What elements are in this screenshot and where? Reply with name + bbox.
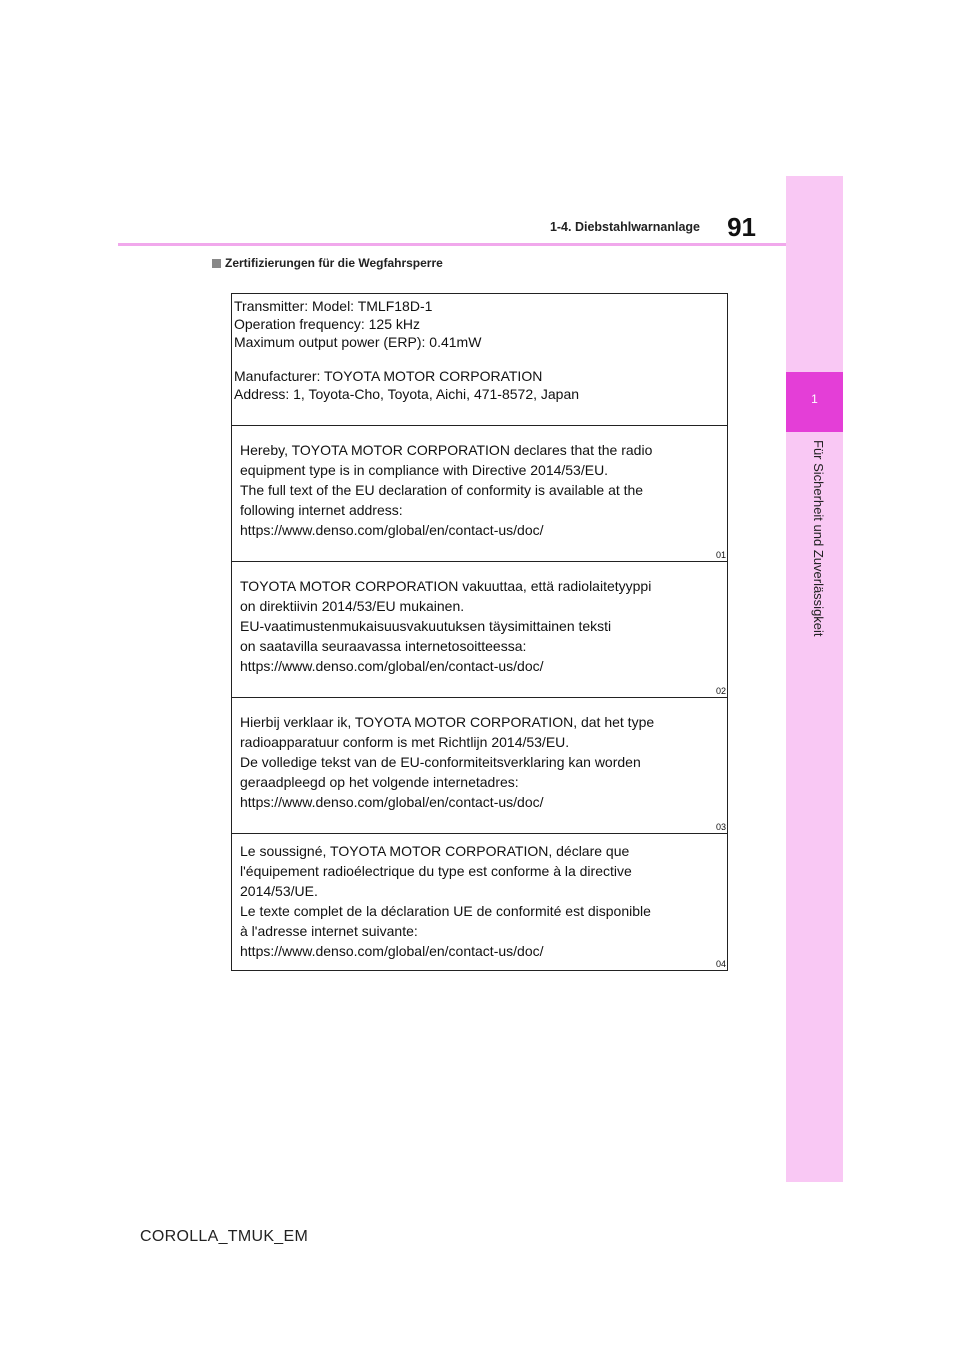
chapter-label: Für Sicherheit und Zuverlässigkeit bbox=[811, 440, 826, 637]
manufacturer-line: Manufacturer: TOYOTA MOTOR CORPORATION bbox=[234, 368, 543, 384]
declaration-line: TOYOTA MOTOR CORPORATION vakuuttaa, että radiolaitetyyppi bbox=[240, 578, 652, 594]
declaration-url: https://www.denso.com/global/en/contact-us/doc/ bbox=[240, 522, 544, 538]
declaration-line: Hierbij verklaar ik, TOYOTA MOTOR CORPORATION, dat het type bbox=[240, 714, 655, 730]
declaration-en bbox=[232, 426, 727, 562]
declaration-line: l'équipement radioélectrique du type est conforme à la directive bbox=[240, 863, 632, 879]
declaration-line: equipment type is in compliance with Directive 2014/53/EU. bbox=[240, 462, 609, 478]
declaration-line: Hereby, TOYOTA MOTOR CORPORATION declares that the radio bbox=[240, 442, 653, 458]
declaration-url: https://www.denso.com/global/en/contact-us/doc/ bbox=[240, 943, 544, 959]
declaration-line: EU-vaatimustenmukaisuusvakuutuksen täysimittainen teksti bbox=[240, 618, 612, 634]
declaration-line: Le soussigné, TOYOTA MOTOR CORPORATION, déclare que bbox=[240, 843, 630, 859]
header-rule bbox=[118, 243, 786, 246]
declaration-line: à l'adresse internet suivante: bbox=[240, 923, 418, 939]
declaration-line: Le texte complet de la déclaration UE de conformité est disponible bbox=[240, 903, 651, 919]
declaration-line: 2014/53/UE. bbox=[240, 883, 318, 899]
declaration-line: on direktiivin 2014/53/EU mukainen. bbox=[240, 598, 465, 614]
page-number: 91 bbox=[727, 212, 756, 242]
declaration-line: The full text of the EU declaration of conformity is available at the bbox=[240, 482, 644, 498]
declaration-line: De volledige tekst van de EU-conformiteitsverklaring kan worden bbox=[240, 754, 641, 770]
chapter-number: 1 bbox=[811, 392, 818, 406]
declaration-code: 03 bbox=[715, 822, 726, 832]
subheading-text: Zertifizierungen für die Wegfahrsperre bbox=[225, 256, 443, 270]
declaration-line: on saatavilla seuraavassa internetosoitteessa: bbox=[240, 638, 527, 654]
declaration-line: following internet address: bbox=[240, 502, 403, 518]
transmitter-line: Operation frequency: 125 kHz bbox=[234, 316, 420, 332]
square-bullet-icon bbox=[212, 259, 221, 268]
declaration-line: radioapparatuur conform is met Richtlijn 2014/53/EU. bbox=[240, 734, 570, 750]
manufacturer-line: Address: 1, Toyota-Cho, Toyota, Aichi, 471-8572, Japan bbox=[234, 386, 580, 402]
section-title: 1-4. Diebstahlwarnanlage bbox=[549, 220, 700, 234]
declaration-code: 02 bbox=[715, 686, 726, 696]
declaration-nl bbox=[232, 698, 727, 834]
transmitter-block bbox=[232, 294, 727, 426]
declaration-fi bbox=[232, 562, 727, 698]
footer-model-code: COROLLA_TMUK_EM bbox=[140, 1228, 309, 1245]
declaration-code: 04 bbox=[715, 959, 726, 969]
declaration-code: 01 bbox=[715, 550, 726, 560]
chapter-side-tab bbox=[786, 176, 843, 1182]
transmitter-line: Maximum output power (ERP): 0.41mW bbox=[234, 334, 482, 350]
declaration-url: https://www.denso.com/global/en/contact-us/doc/ bbox=[240, 658, 544, 674]
certificate-box bbox=[231, 293, 728, 971]
transmitter-line: Transmitter: Model: TMLF18D-1 bbox=[234, 298, 433, 314]
declaration-line: geraadpleegd op het volgende internetadres: bbox=[240, 774, 519, 790]
declaration-fr bbox=[232, 834, 727, 970]
subheading bbox=[212, 256, 443, 270]
declaration-url: https://www.denso.com/global/en/contact-us/doc/ bbox=[240, 794, 544, 810]
